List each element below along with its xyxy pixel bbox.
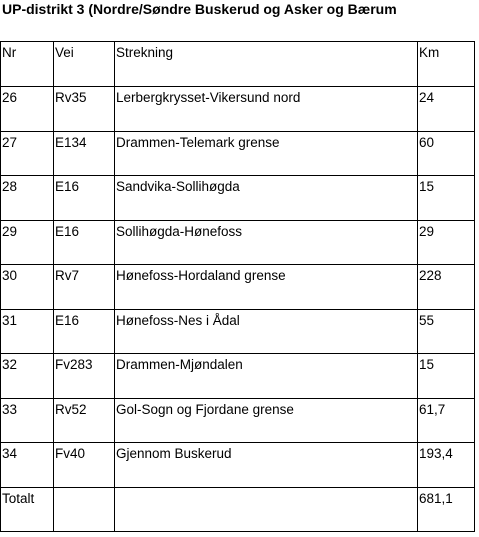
- total-km: 681,1: [418, 487, 475, 532]
- cell-nr: 33: [1, 398, 54, 443]
- cell-strekning: Drammen-Telemark grense: [115, 131, 418, 176]
- table-row: [1, 309, 475, 354]
- table-row: [1, 265, 475, 310]
- cell-km: 60: [418, 131, 475, 176]
- cell-vei: E134: [54, 131, 115, 176]
- cell-nr: 28: [1, 176, 54, 221]
- column-header-km: Km: [418, 42, 475, 87]
- cell-km: 55: [418, 309, 475, 354]
- table-row: [1, 354, 475, 399]
- cell-nr: 31: [1, 309, 54, 354]
- cell-strekning: Hønefoss-Hordaland grense: [115, 265, 418, 310]
- total-label: Totalt: [1, 487, 54, 532]
- page-title: UP-distrikt 3 (Nordre/Søndre Buskerud og Asker og Bærum: [2, 1, 397, 17]
- total-vei: [54, 487, 115, 532]
- cell-nr: 29: [1, 220, 54, 265]
- table-row: [1, 87, 475, 132]
- total-strekning: [115, 487, 418, 532]
- cell-km: 24: [418, 87, 475, 132]
- table-row: [1, 398, 475, 443]
- cell-vei: E16: [54, 220, 115, 265]
- cell-strekning: Drammen-Mjøndalen: [115, 354, 418, 399]
- table-header-row: [1, 42, 475, 87]
- column-header-vei: Vei: [54, 42, 115, 87]
- table-row: [1, 131, 475, 176]
- cell-vei: Rv52: [54, 398, 115, 443]
- cell-km: 15: [418, 176, 475, 221]
- cell-strekning: Sandvika-Sollihøgda: [115, 176, 418, 221]
- table-body: [1, 42, 475, 532]
- cell-vei: E16: [54, 309, 115, 354]
- cell-km: 61,7: [418, 398, 475, 443]
- cell-vei: E16: [54, 176, 115, 221]
- cell-vei: Fv40: [54, 443, 115, 488]
- cell-nr: 30: [1, 265, 54, 310]
- cell-vei: Fv283: [54, 354, 115, 399]
- cell-nr: 26: [1, 87, 54, 132]
- column-header-nr: Nr: [1, 42, 54, 87]
- table-total-row: [1, 487, 475, 532]
- cell-km: 29: [418, 220, 475, 265]
- road-table: [0, 41, 475, 532]
- table-row: [1, 443, 475, 488]
- cell-strekning: Gol-Sogn og Fjordane grense: [115, 398, 418, 443]
- cell-vei: Rv7: [54, 265, 115, 310]
- cell-km: 15: [418, 354, 475, 399]
- cell-km: 228: [418, 265, 475, 310]
- cell-nr: 27: [1, 131, 54, 176]
- table-row: [1, 176, 475, 221]
- column-header-strekning: Strekning: [115, 42, 418, 87]
- table-row: [1, 220, 475, 265]
- cell-strekning: Gjennom Buskerud: [115, 443, 418, 488]
- cell-vei: Rv35: [54, 87, 115, 132]
- cell-nr: 34: [1, 443, 54, 488]
- cell-strekning: Sollihøgda-Hønefoss: [115, 220, 418, 265]
- cell-strekning: Lerbergkrysset-Vikersund nord: [115, 87, 418, 132]
- cell-strekning: Hønefoss-Nes i Ådal: [115, 309, 418, 354]
- cell-nr: 32: [1, 354, 54, 399]
- cell-km: 193,4: [418, 443, 475, 488]
